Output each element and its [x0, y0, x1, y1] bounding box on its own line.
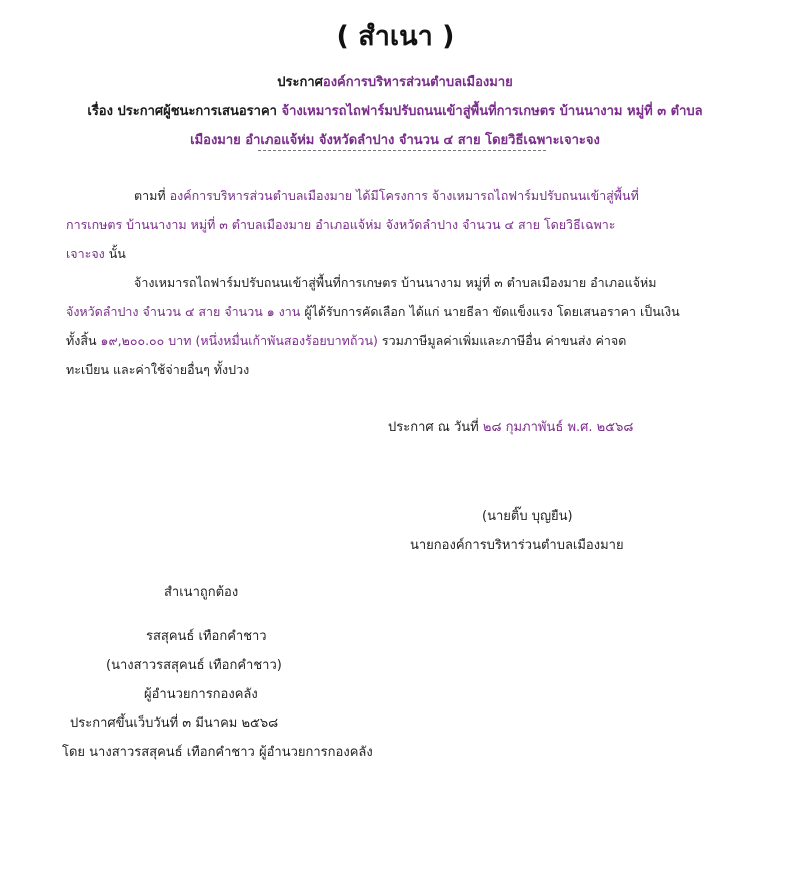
body-p2-line3-text: รวมภาษีมูลค่าเพิ่มและภาษีอื่น ค่าขนส่ง ค่าจด [381, 333, 627, 348]
body-p1-line1 [66, 181, 726, 210]
body-p2-line4: ทะเบียน และค่าใช้จ่ายอื่นๆ ทั้งปวง [66, 362, 250, 377]
body-p1-prefix: ตามที่ [134, 188, 166, 203]
posted-by: โดย นางสาวรสสุคนธ์ เทือกคำชาว ผู้อำนวยการกองคลัง [62, 745, 373, 760]
announcement-body [66, 181, 726, 384]
body-p2-amount: ๑๙,๒๐๐.๐๐ บาท (หนึ่งหมื่นเก้าพันสองร้อยบาทถ้วน) [100, 333, 378, 348]
body-p2-line1: จ้างเหมารถไถฟาร์มปรับถนนเข้าสู่พื้นที่การเกษตร บ้านนางาม หมู่ที่ ๓ ตำบลเมืองมาย อำเภอแจ้ห่ม [134, 275, 657, 290]
body-p1-line3-suffix: นั้น [108, 246, 126, 261]
header-prefix: ประกาศ [277, 75, 323, 90]
announce-date: ๒๘ กุมภาพันธ์ พ.ศ. ๒๕๖๘ [482, 420, 634, 435]
header-line-2 [50, 97, 740, 126]
announcement-header [50, 68, 740, 155]
body-p2-line2-text: ผู้ได้รับการคัดเลือก ได้แก่ นายธีลา ขัดแข็งแรง โดยเสนอราคา เป็นเงิน [304, 304, 680, 319]
body-p2-line2 [66, 297, 726, 326]
certified-copy-label: สำเนาถูกต้อง [164, 585, 239, 600]
certifier-full-name: (นางสาวรสสุคนธ์ เทือกคำชาว) [106, 658, 282, 673]
header-line-1 [50, 68, 740, 97]
web-posted-date: ประกาศขึ้นเว็บวันที่ ๓ มีนาคม ๒๕๖๘ [70, 716, 279, 731]
certified-copy-block [60, 578, 400, 767]
header-organization: องค์การบริหารส่วนตำบลเมืองมาย [322, 75, 513, 90]
body-p2-line3-prefix: ทั้งสิ้น [66, 333, 97, 348]
subject-prefix: เรื่อง ประกาศผู้ชนะการเสนอราคา [87, 104, 277, 119]
announce-prefix: ประกาศ ณ วันที่ [388, 420, 479, 435]
spacer [60, 607, 400, 622]
body-p1-line3 [66, 239, 726, 268]
body-p1-text: องค์การบริหารส่วนตำบลเมืองมาย ได้มีโครงการ จ้างเหมารถไถฟาร์มปรับถนนเข้าสู่พื้นที่ [169, 188, 639, 203]
body-p2-line2-location: จังหวัดลำปาง จำนวน ๔ สาย จำนวน ๑ งาน [66, 304, 301, 319]
signer-name: (นายติ๊บ บุญยืน) [482, 509, 573, 524]
divider-line [258, 150, 546, 151]
certifier-name: รสสุคนธ์ เทือกคำชาว [146, 629, 267, 644]
header-line-3: เมืองมาย อำเภอแจ้ห่ม จังหวัดลำปาง จำนวน ๔ สาย โดยวิธีเฉพาะเจาะจง [190, 133, 600, 148]
body-p2-line3 [66, 326, 726, 355]
announce-date-line [388, 416, 633, 437]
certifier-position: ผู้อำนวยการกองคลัง [144, 687, 258, 702]
subject-text: จ้างเหมารถไถฟาร์มปรับถนนเข้าสู่พื้นที่การเกษตร บ้านนางาม หมู่ที่ ๓ ตำบล [281, 104, 703, 119]
document-title: ( สำเนา ) [336, 21, 455, 52]
body-p1-line2: การเกษตร บ้านนางาม หมู่ที่ ๓ ตำบลเมืองมาย อำเภอแจ้ห่ม จังหวัดลำปาง จำนวน ๔ สาย โดยวิธีเฉพาะ [66, 217, 616, 232]
signer-title: นายกองค์การบริหาร่วนตำบลเมืองมาย [410, 538, 624, 553]
body-p1-line3-text: เจาะจง [66, 246, 105, 261]
